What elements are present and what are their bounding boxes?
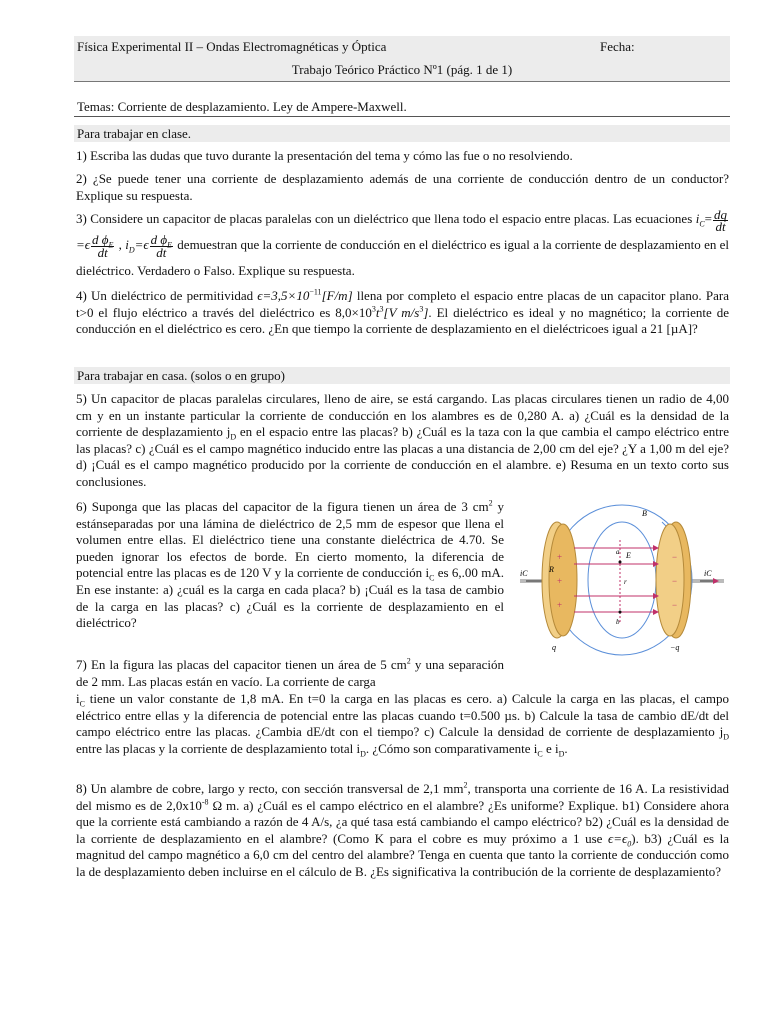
permittivity-unit: [F/m]: [321, 288, 353, 303]
document-subtitle: Trabajo Teórico Práctico Nº1 (pág. 1 de 1): [291, 62, 513, 77]
question-6-area-exponent: 2: [488, 498, 493, 508]
flux-exponent: 3: [371, 304, 376, 314]
formula-ic: [695, 211, 705, 229]
fraction-dq-denominator: dt: [715, 218, 726, 234]
label-current-right: iC: [704, 569, 712, 578]
minus-sign-2: −: [672, 576, 678, 586]
question-7-id2-subscript: D: [558, 749, 565, 759]
minus-sign-3: −: [672, 600, 678, 610]
topics-line: [74, 96, 730, 117]
question-7-text-b: y una separación de 2 mm. Las placas están en vacío. La corriente de carga: [76, 657, 504, 689]
question-4: [76, 288, 729, 338]
question-7-text-e: entre las placas y la corriente de desplazamiento total i: [76, 740, 361, 756]
flux-value: 8,0×10: [335, 304, 372, 320]
flux-unit: [V m/s: [383, 304, 420, 320]
question-6-text-b: y estánseparadas por una lámina de dieléctrico de 2,5 mm de espesor que llena el volumen entre ellas. El dieléctrico tiene una constante dieléctrica de 4.70. Se pueden ignorar los efectos de borde. En cierto momento, la diferencia de potencial entre las placas es de 120 V y la corriente de conducción i: [76, 499, 504, 581]
question-8: [76, 781, 729, 881]
question-7-jd-subscript: D: [723, 732, 729, 742]
question-7-area-exponent: 2: [406, 656, 411, 666]
question-7-text-g: e i: [542, 740, 559, 756]
question-3: [76, 206, 729, 284]
question-7-ic2-subscript: C: [537, 749, 543, 759]
section-header-home-label: Para trabajar en casa. (solos o en grupo): [77, 368, 285, 383]
fraction-dphi-subscript-2: E: [167, 240, 173, 250]
fraction-dphi-subscript: E: [108, 240, 114, 250]
question-7-body: [76, 691, 729, 757]
date-label: Fecha:: [600, 39, 635, 54]
formula-separator: ,: [115, 237, 126, 252]
formula-id-subscript: D: [128, 245, 135, 255]
document-header: [74, 36, 730, 82]
fraction-dphi-dt-2: [150, 234, 173, 258]
permittivity-value: ϵ=3,5×10: [257, 288, 310, 303]
permittivity-exponent: −11: [309, 287, 322, 297]
formula-equals: =: [704, 211, 712, 226]
point-a: [619, 561, 622, 564]
right-plate-face: [656, 524, 684, 636]
question-8-epsilon-subscript: 0: [627, 839, 632, 849]
topics-text: Temas: Corriente de desplazamiento. Ley de Ampere-Maxwell.: [77, 99, 407, 114]
question-6-text-a: 6) Suponga que las placas del capacitor de la figura tienen un área de 3 cm: [76, 499, 489, 514]
question-6: [76, 499, 504, 632]
label-small-r: r: [624, 578, 627, 586]
question-4-text-b: llena por completo el espacio entre placas de un capacitor plano. Para t>0 el flujo eléctrico a través del dieléctrico es: [76, 288, 729, 320]
question-8-area-exponent: 2: [463, 780, 468, 790]
fraction-dq-numerator: dq: [714, 206, 727, 222]
fraction-dphi-symbol-2: d ϕ: [150, 232, 168, 248]
label-current-left: iC: [520, 569, 528, 578]
plus-sign-3: +: [557, 600, 563, 610]
question-7-ic-symbol: i: [76, 691, 80, 706]
question-1: 1) Escriba las dudas que tuvo durante la presentación del tema y cómo las fue o no resolviendo.: [76, 148, 573, 163]
plus-sign-2: +: [557, 576, 563, 586]
fraction-dphi-symbol: d ϕ: [92, 232, 109, 248]
fraction-dphi-denominator-2: dt: [156, 244, 167, 260]
formula-id-symbol: i: [125, 237, 129, 252]
flux-unit-close: ]: [423, 304, 429, 320]
formula-id: [125, 237, 135, 255]
formula-ic-symbol: i: [695, 211, 700, 226]
capacitor-figure: [512, 500, 730, 656]
question-8-text-c: Ω m. a) ¿Cuál es el campo eléctrico en el alambre? ¿Es uniforme? Explique. b1) Considere ahora que la corriente está cambiando a razón de 4 A/s, ¿a qué tasa está cambiando el campo eléctrico? b2) ¿Cuál es la densidad de la corriente de desplazamiento en el alambre? (Como K para el cobre es muy próximo a 1 use: [76, 797, 729, 846]
fraction-dq-dt: [713, 206, 728, 234]
label-point-b: b: [616, 618, 620, 626]
label-charge-positive: q: [552, 643, 556, 652]
flux-unit-exponent: 3: [419, 304, 424, 314]
minus-sign-1: −: [672, 552, 678, 562]
question-6-ic-subscript: C: [429, 573, 435, 583]
question-7-text-h: .: [564, 740, 568, 756]
section-header-home: [74, 367, 730, 384]
question-5-text-b: en el espacio entre las placas? b) ¿Cuál es la taza con la que cambia el campo eléctrico entre las placas? c) ¿Cuál es el campo magnético inducido entre las placas a una distancia de 2,00 cm del eje? ¿Y a 1,00 m del eje? d) ¡Cuál es el campo magnético producido por la corriente de conducción en el alambre. e) Resuma en un texto corto sus conclusiones.: [76, 424, 729, 489]
fraction-dphi-denominator: dt: [97, 244, 108, 260]
question-7-id-subscript: D: [360, 749, 366, 759]
label-radius: R: [549, 565, 554, 574]
question-3-text-a: 3) Considere un capacitor de placas paralelas con un dieléctrico que llena todo el espacio entre placas. Las ecuaciones: [76, 211, 696, 226]
question-6-text-c: es 6,.00 mA. En ese instante: a) ¿cuál es la carga en cada placa? b) ¡Cuál es la tasa de cambio de la carga en las placas? c) ¿Cuál es la corriente de desplazamiento en el dieléctrico?: [76, 565, 504, 631]
point-b: [619, 611, 622, 614]
question-8-text-b: , transporta una corriente de 16 A. La resistividad del mismo es de 2,0x10: [76, 781, 729, 813]
course-title: Física Experimental II – Ondas Electromagnéticas y Óptica: [77, 39, 387, 54]
question-4-text-a: 4) Un dieléctrico de permitividad: [76, 288, 258, 303]
question-8-text-a: 8) Un alambre de cobre, largo y recto, con sección transversal de 2,1 mm: [76, 781, 464, 796]
label-point-a: a: [616, 548, 620, 556]
label-e-field: E: [626, 551, 631, 560]
section-header-class-label: Para trabajar en clase.: [77, 126, 192, 141]
question-7-text-d: tiene un valor constante de 1,8 mA. En t=0 la carga en las placas es cero. a) Calcule la carga en las placas, el campo eléctrico entre ellas y la diferencia de potencial entre las placas cuando t=0.500 µs. b) Calcule la tasa de cambio dE/dt del campo eléctrico entre las placas. ¿Cambia dE/dt con el tiempo? c) Calcule la densidad de corriente de desplazamiento j: [76, 691, 729, 740]
flux-time-exponent: 3: [379, 304, 384, 314]
question-7-head: [76, 657, 504, 690]
flux-time-variable: t: [375, 304, 380, 320]
label-charge-negative: −q: [670, 643, 680, 652]
question-4-text-c: . El dieléctrico es ideal y no magnético; la corriente de conducción en el dieléctrico es cero. ¿En que tiempo la corriente de desplazamiento en el dieléctricoes igual a 21 [µA]?: [76, 304, 730, 337]
question-5-jd-subscript: D: [230, 432, 237, 442]
question-7-text-a: 7) En la figura las placas del capacitor tienen un área de 5 cm: [76, 657, 407, 672]
question-8-epsilon: ϵ=ϵ: [608, 830, 628, 846]
question-7-ic-subscript: C: [79, 699, 85, 709]
question-7-text-f: . ¿Cómo son comparativamente i: [365, 740, 538, 756]
question-3-text-b: demuestran que la corriente de conducción en el dieléctrico es igual a la corriente de desplazamiento en el dieléctrico. Verdadero o Falso. Explique su respuesta.: [76, 237, 730, 278]
question-5: [76, 391, 729, 491]
section-header-class: [74, 125, 730, 142]
question-8-text-d: ). b3) ¿Cuál es la magnitud del campo magnético a 6,0 cm del centro del alambre? Tenga en cuenta que tanto la corriente de conducción como la de desplazamiento deben incluirse en el cálculo de B. ¿Es significativa la contribución de la corriente de desplazamiento?: [76, 830, 729, 879]
fraction-dphi-dt: [91, 234, 114, 258]
question-2: 2) ¿Se puede tener una corriente de desplazamiento además de una corriente de conducción dentro de un conductor? Explique su respuesta.: [76, 171, 729, 203]
left-plate-face: [549, 524, 577, 636]
magnetic-field-loop-inner: [588, 522, 656, 638]
formula-ic-subscript: C: [699, 219, 705, 229]
formula-equals-epsilon: =ϵ: [76, 237, 91, 252]
plus-sign-1: +: [557, 552, 563, 562]
question-5-text-a: 5) Un capacitor de placas paralelas circulares, lleno de aire, se está cargando. Las placas circulares tienen un radio de 4,00 cm y en un instante particular la corriente de conducción en los alambres es de 0,280 A. a) ¿Cuál es la densidad de la corriente de desplazamiento j: [76, 391, 729, 440]
label-b-field: B: [642, 509, 647, 518]
formula-equals-epsilon-2: =ϵ: [134, 237, 149, 252]
question-8-resistivity-exponent: -8: [201, 797, 209, 807]
